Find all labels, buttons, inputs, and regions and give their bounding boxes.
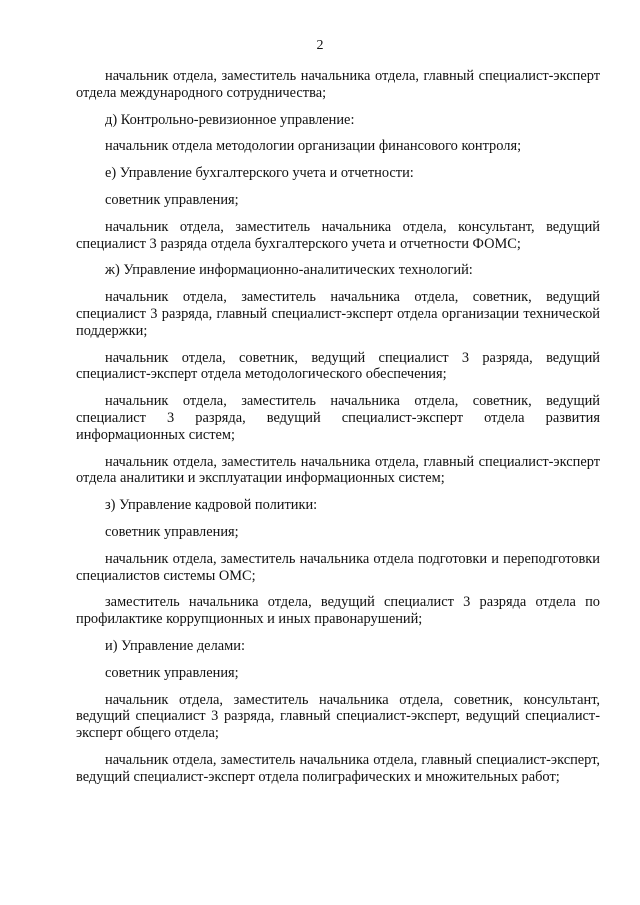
paragraph: начальник отдела, заместитель начальника отдела, главный специалист-эксперт отдела аналитики и эксплуатации информационных систем;: [76, 453, 600, 487]
paragraph: советник управления;: [105, 191, 239, 208]
paragraph: начальник отдела, заместитель начальника отдела подготовки и переподготовки специалистов системы ОМС;: [76, 550, 600, 584]
document-body: [76, 68, 600, 796]
paragraph: начальник отдела, заместитель начальника отдела, советник, консультант, ведущий специалист 3 разряда, главный специалист-эксперт, ведущий специалист-эксперт общего отдела;: [76, 691, 600, 742]
paragraph: советник управления;: [105, 523, 239, 540]
paragraph: заместитель начальника отдела, ведущий специалист 3 разряда отдела по профилактике коррупционных и иных правонарушений;: [76, 594, 600, 628]
section-heading: д) Контрольно-ревизионное управление:: [105, 111, 355, 128]
paragraph: начальник отдела, советник, ведущий специалист 3 разряда, ведущий специалист-эксперт отдела методологического обеспечения;: [76, 349, 600, 383]
section-heading: е) Управление бухгалтерского учета и отчетности:: [105, 165, 414, 182]
page-number: 2: [316, 38, 324, 53]
paragraph: начальник отдела, заместитель начальника отдела, советник, ведущий специалист 3 разряда, ведущий специалист-эксперт отдела развития информационных систем;: [76, 393, 600, 443]
paragraph: начальник отдела, заместитель начальника отдела, главный специалист-эксперт отдела международного сотрудничества;: [76, 68, 600, 101]
section-heading: и) Управление делами:: [105, 637, 245, 654]
paragraph: советник управления;: [105, 664, 239, 681]
section-heading: ж) Управление информационно-аналитических технологий:: [105, 262, 473, 279]
section-heading: з) Управление кадровой политики:: [105, 497, 318, 514]
paragraph: начальник отдела, заместитель начальника отдела, главный специалист-эксперт, ведущий специалист-эксперт отдела полиграфических и множительных работ;: [76, 751, 600, 785]
paragraph: начальник отдела, заместитель начальника отдела, консультант, ведущий специалист 3 разряда отдела бухгалтерского учета и отчетности ФОМС;: [76, 218, 600, 252]
paragraph: начальник отдела методологии организации финансового контроля;: [105, 138, 522, 155]
paragraph: начальник отдела, заместитель начальника отдела, советник, ведущий специалист 3 разряда, главный специалист-эксперт отдела организации технической поддержки;: [76, 289, 600, 339]
